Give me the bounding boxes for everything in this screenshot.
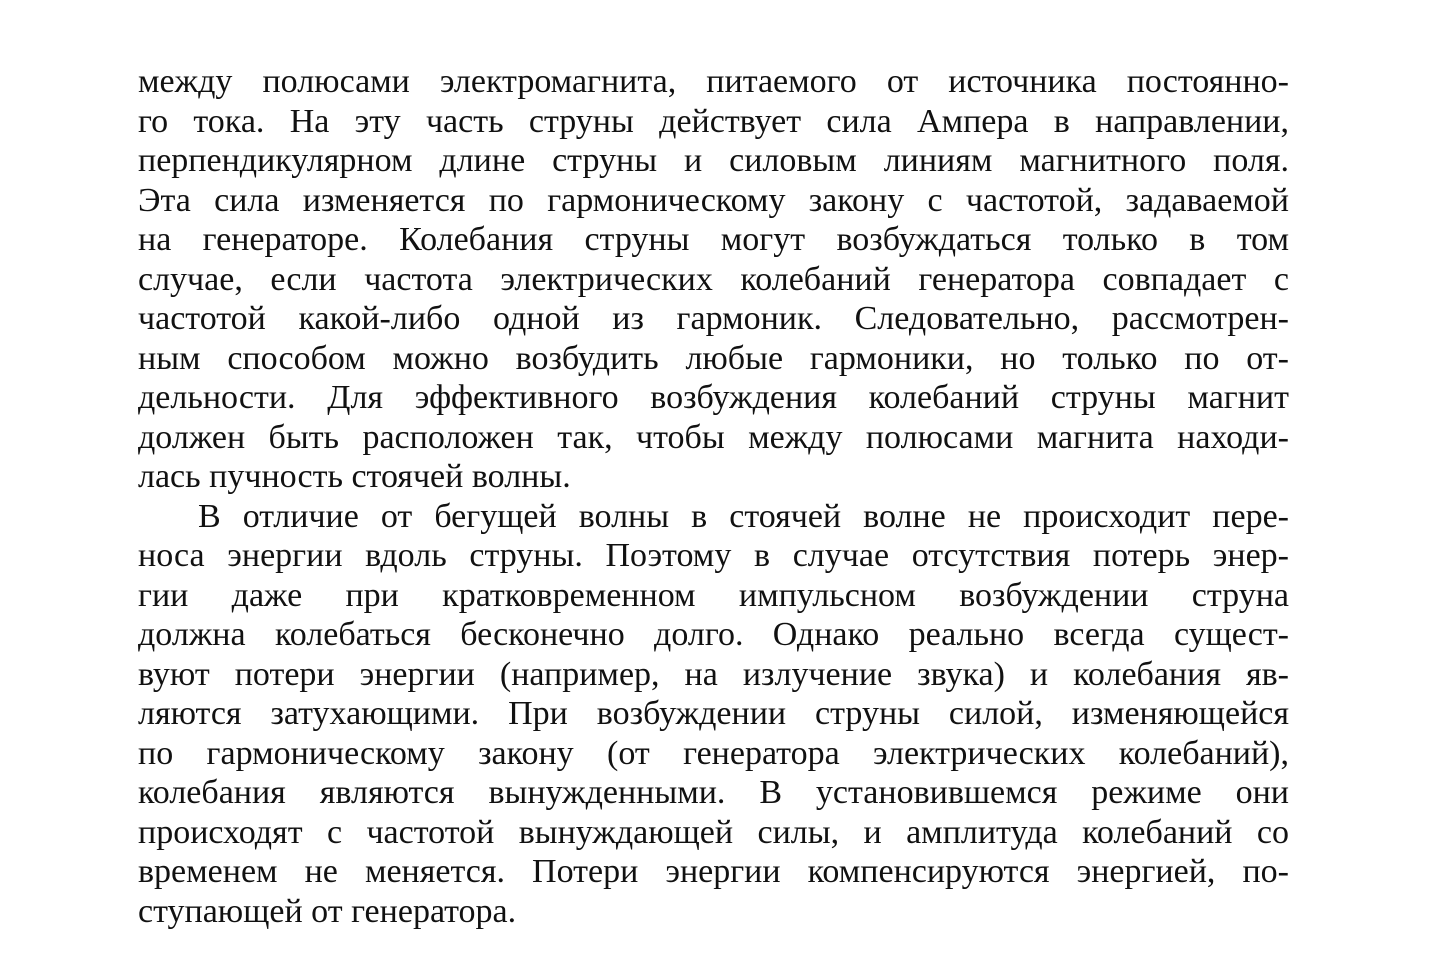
text-line: происходят с частотой вынуждающей силы, и амплитуда колебаний со (138, 813, 1289, 851)
text-line: гии даже при кратковременном импульсном возбуждении струна (138, 576, 1289, 614)
text-line: временем не меняется. Потери энергии компенсируются энергией, по- (138, 853, 1289, 890)
text-line: вуют потери энергии (например, на излучение звука) и колебания яв- (138, 655, 1289, 693)
text-line: ляются затухающими. При возбуждении струны силой, изменяющейся (138, 695, 1289, 732)
text-line: должна колебаться бесконечно долго. Однако реально всегда сущест- (138, 616, 1289, 653)
text-line: частотой какой-либо одной из гармоник. Следовательно, рассмотрен- (138, 300, 1289, 337)
text-line: Эта сила изменяется по гармоническому закону с частотой, задаваемой (138, 181, 1289, 219)
document-page (138, 62, 1289, 931)
text-line: колебания являются вынужденными. В установившемся режиме они (138, 774, 1289, 811)
text-line: дельности. Для эффективного возбуждения колебаний струны магнит (138, 379, 1289, 416)
text-line: должен быть расположен так, чтобы между полюсами магнита находи- (138, 418, 1289, 456)
text-line: по гармоническому закону (от генератора электрических колебаний), (138, 734, 1289, 772)
text-line: носа энергии вдоль струны. Поэтому в случае отсутствия потерь энер- (138, 537, 1289, 574)
text-line: го тока. На эту часть струны действует сила Ампера в направлении, (138, 102, 1289, 140)
paragraph-2 (138, 497, 1289, 932)
text-line: перпендикулярном длине струны и силовым линиям магнитного поля. (138, 142, 1289, 179)
text-line: между полюсами электромагнита, питаемого от источника постоянно- (138, 63, 1289, 100)
text-line: на генераторе. Колебания струны могут возбуждаться только в том (138, 221, 1289, 258)
text-line: лась пучность стоячей волны. (138, 458, 571, 495)
text-line: ным способом можно возбудить любые гармоники, но только по от- (138, 339, 1289, 377)
text-line: случае, если частота электрических колебаний генератора совпадает с (138, 260, 1289, 298)
text-line: В отличие от бегущей волны в стоячей волне не происходит пере- (198, 497, 1289, 535)
paragraph-1 (138, 62, 1289, 497)
text-line: ступающей от генератора. (138, 892, 517, 930)
